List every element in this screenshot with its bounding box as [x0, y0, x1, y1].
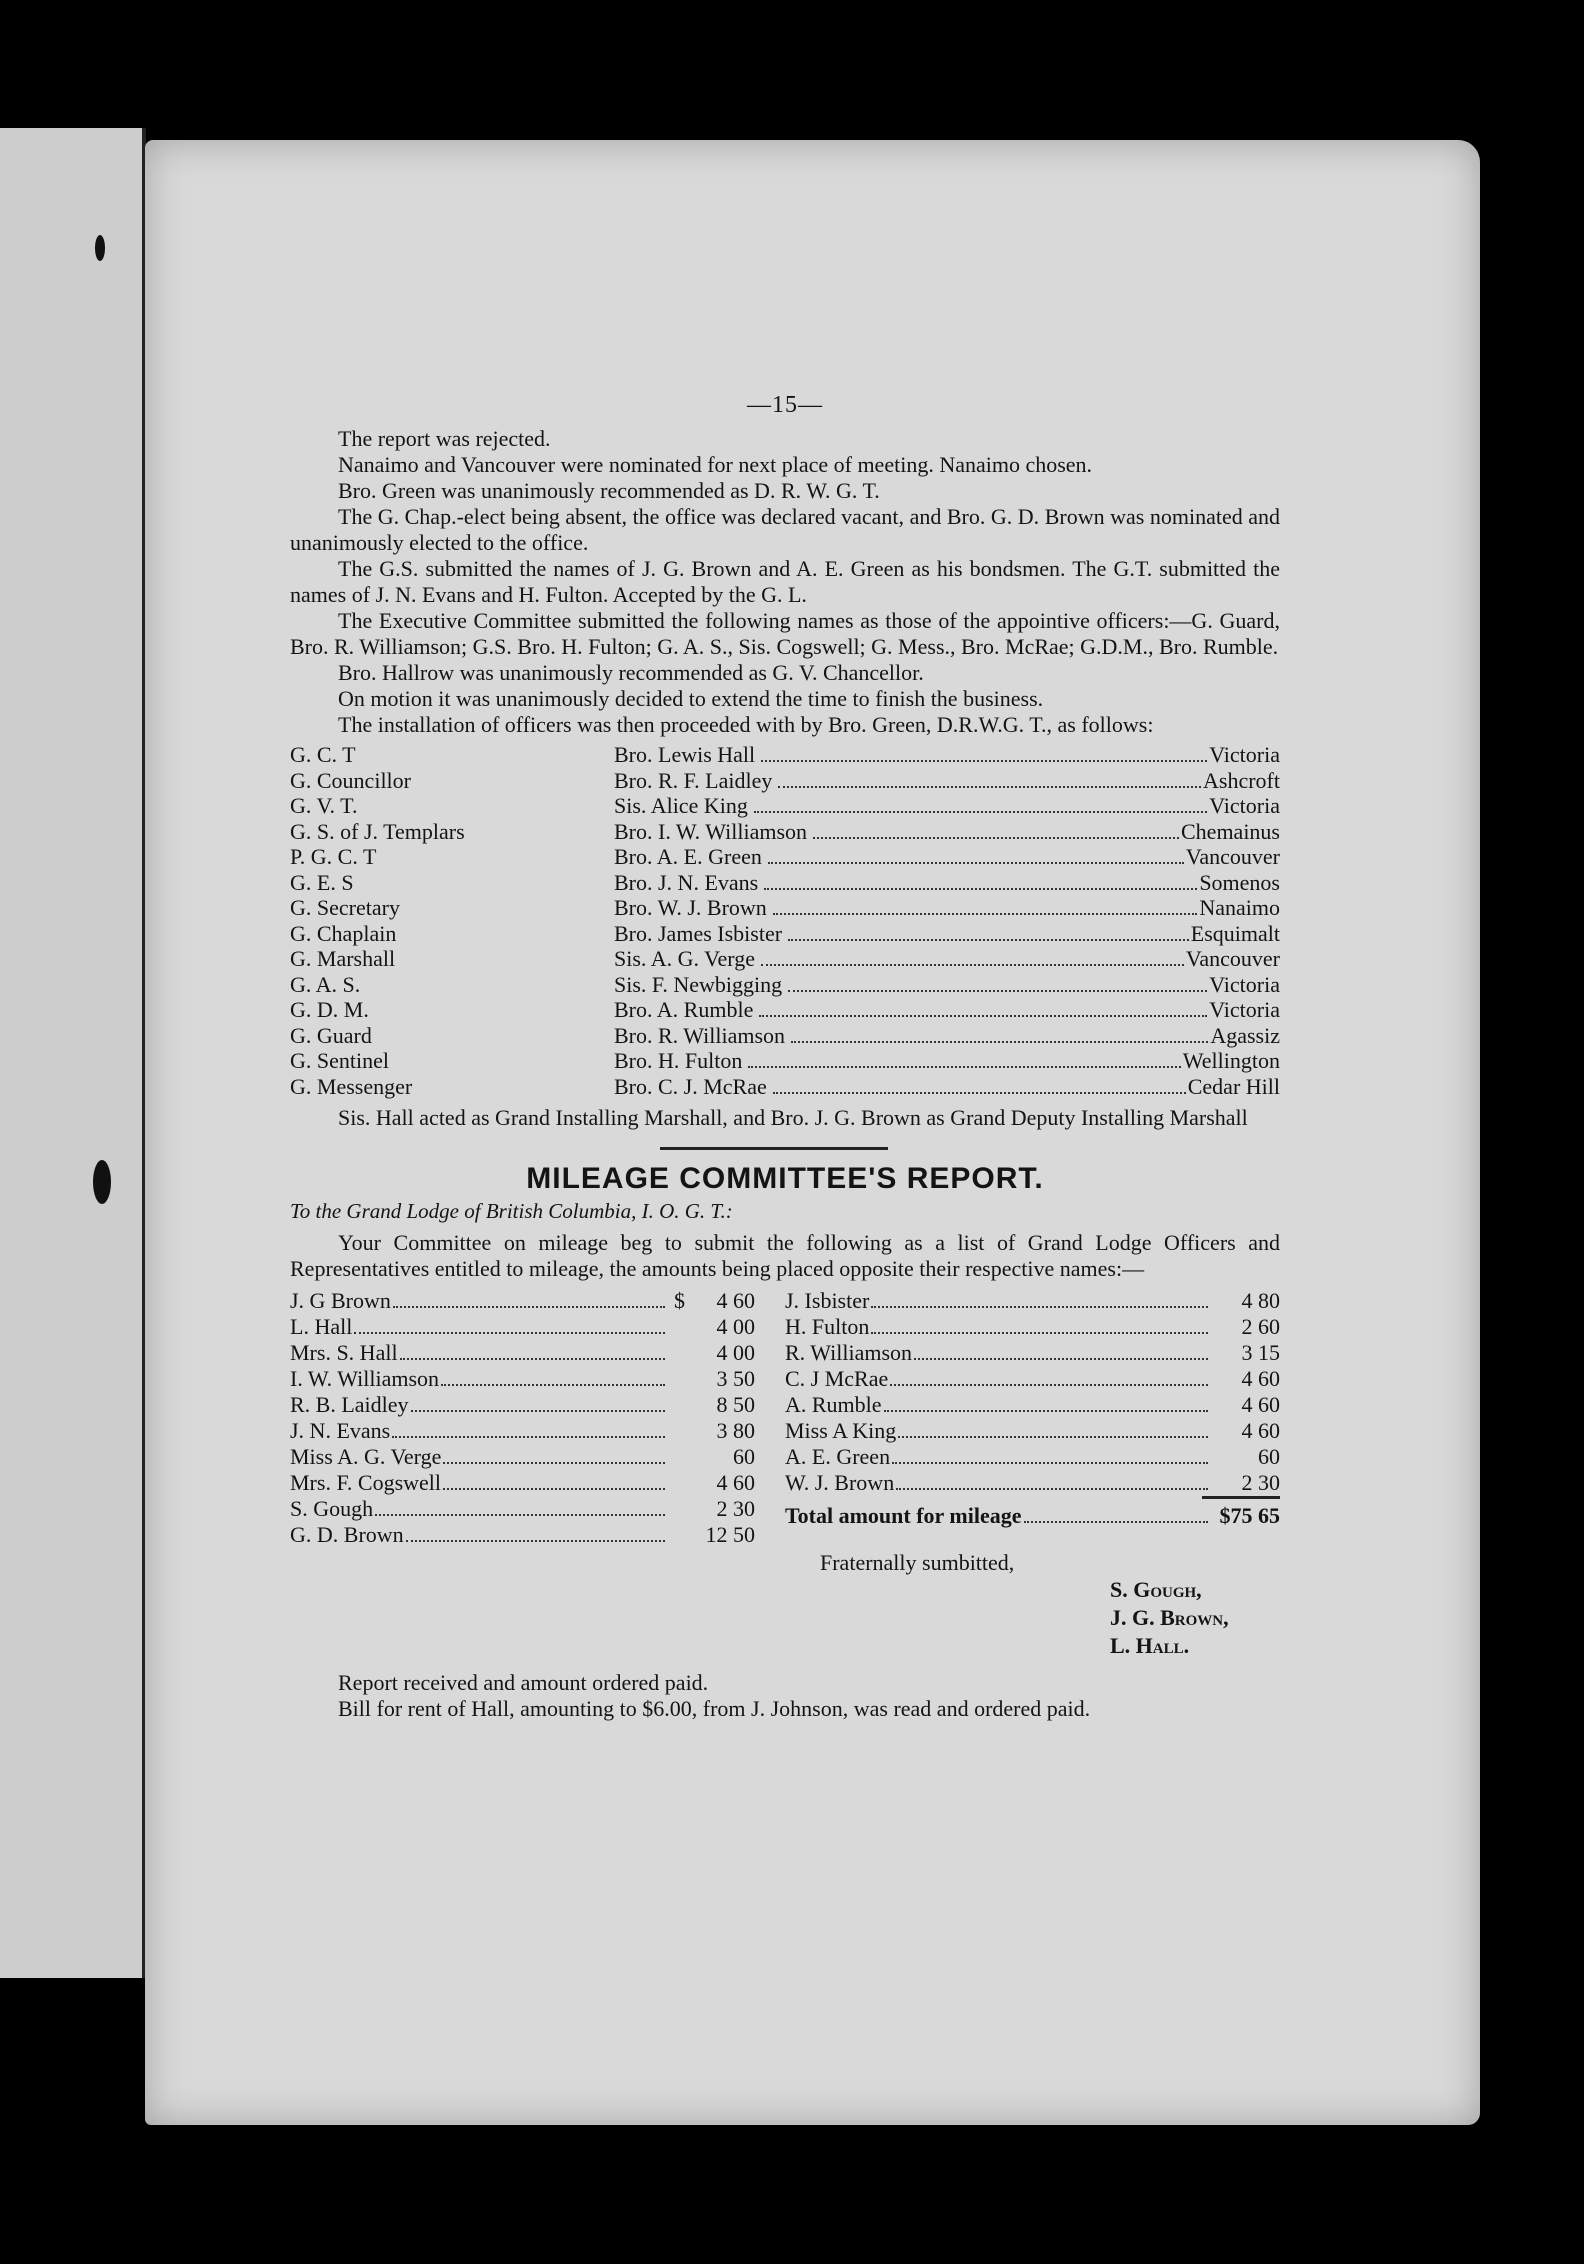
installing-note: Sis. Hall acted as Grand Installing Marshall, and Bro. J. G. Brown as Grand Deputy Installing Marshall: [338, 1105, 1248, 1130]
dot-leader: [896, 1488, 1208, 1490]
dot-leader: [761, 760, 1207, 762]
dot-leader: [354, 1332, 665, 1334]
officer-place: Agassiz: [1210, 1022, 1280, 1048]
mileage-amount: 60: [1258, 1444, 1280, 1469]
mileage-amount: 60: [733, 1444, 755, 1469]
officer-place: Victoria: [1209, 793, 1280, 818]
member-name: Miss A King: [785, 1418, 897, 1443]
officer-row: [290, 1048, 1280, 1074]
dot-leader: [1024, 1521, 1209, 1523]
mileage-table: [290, 1288, 1280, 1548]
section-divider: [660, 1147, 888, 1150]
officer-title: G. E. S: [290, 869, 354, 895]
mileage-row: [290, 1288, 785, 1314]
officer-row: [290, 844, 1280, 870]
paragraph: The installation of officers was then proceeded with by Bro. Green, D.R.W.G. T., as follows:: [338, 712, 1154, 737]
officer-row: [290, 997, 1280, 1023]
facing-page-edge: [0, 128, 146, 1978]
mileage-amount: 2 60: [1241, 1314, 1280, 1339]
mileage-amount: 4 60: [1241, 1392, 1280, 1417]
mileage-row: [785, 1418, 1280, 1444]
mileage-row: [785, 1366, 1280, 1392]
member-name: C. J McRae: [785, 1366, 889, 1391]
officer-place: Nanaimo: [1199, 895, 1280, 920]
mileage-total-row: [785, 1503, 1280, 1529]
total-amount: $75 65: [1219, 1503, 1280, 1528]
dot-leader: [884, 1410, 1208, 1412]
signer: L. Hall.: [1110, 1633, 1190, 1658]
mileage-row: [290, 1470, 785, 1496]
ink-blot: [93, 1160, 111, 1204]
officer-name: Bro. James Isbister: [614, 920, 783, 946]
signer: J. G. Brown,: [1110, 1605, 1229, 1630]
total-rule: [1202, 1496, 1280, 1499]
dot-leader: [791, 1041, 1208, 1043]
dot-leader: [788, 939, 1189, 941]
mileage-amount: 4 60: [716, 1288, 755, 1313]
officer-row: [290, 946, 1280, 972]
officer-name: Bro. R. Williamson: [614, 1022, 786, 1048]
closing-section: [290, 1670, 1280, 1722]
member-name: G. D. Brown: [290, 1522, 404, 1547]
officer-row: [290, 768, 1280, 794]
officer-name: Bro. J. N. Evans: [614, 869, 759, 895]
page-number: —15—: [747, 392, 823, 418]
signers: [290, 1576, 1280, 1660]
officer-name: Sis. F. Newbigging: [614, 971, 783, 997]
member-name: J. G Brown: [290, 1288, 391, 1313]
officer-name: Bro. A. E. Green: [614, 844, 762, 869]
officer-row: [290, 895, 1280, 921]
officer-place: Vancouver: [1185, 946, 1280, 971]
officer-title: G. Guard: [290, 1022, 372, 1048]
officer-name: Sis. Alice King: [614, 793, 748, 818]
member-name: J. Isbister: [785, 1288, 870, 1313]
mileage-amount: 4 60: [716, 1470, 755, 1495]
mileage-amount: 3 80: [716, 1418, 755, 1443]
officer-title: G. Messenger: [290, 1073, 413, 1099]
paragraph: Bro. Green was unanimously recommended as D. R. W. G. T.: [338, 478, 880, 503]
officer-place: Cedar Hill: [1187, 1073, 1280, 1099]
mileage-heading: MILEAGE COMMITTEE'S REPORT.: [526, 1162, 1044, 1195]
dot-leader: [400, 1358, 665, 1360]
member-name: J. N. Evans: [290, 1418, 391, 1443]
officers-list: [290, 742, 1280, 1099]
officer-place: Chemainus: [1181, 818, 1280, 844]
dot-leader: [871, 1332, 1208, 1334]
officer-title: G. Secretary: [290, 895, 400, 920]
dot-leader: [443, 1462, 665, 1464]
officer-row: [290, 972, 1280, 998]
paragraph: The report was rejected.: [338, 426, 551, 451]
mileage-row: [785, 1444, 1280, 1470]
officer-row: [290, 1074, 1280, 1100]
dot-leader: [393, 1306, 665, 1308]
officer-title: G. S. of J. Templars: [290, 818, 465, 844]
officer-title: G. Councillor: [290, 767, 411, 793]
dot-leader: [441, 1384, 665, 1386]
officer-row: [290, 870, 1280, 896]
dot-leader: [411, 1410, 665, 1412]
officer-title: G. C. T: [290, 742, 356, 767]
mileage-amount: 2 30: [1241, 1470, 1280, 1495]
member-name: A. Rumble: [785, 1392, 882, 1417]
officer-row: [290, 819, 1280, 845]
paragraph: Bro. Hallrow was unanimously recommended as G. V. Chancellor.: [338, 660, 924, 685]
dot-leader: [392, 1436, 665, 1438]
officer-place: Ashcroft: [1203, 767, 1280, 793]
mileage-amount: 4 80: [1241, 1288, 1280, 1313]
mileage-row: [785, 1314, 1280, 1340]
dot-leader: [892, 1462, 1208, 1464]
mileage-amount: 2 30: [716, 1496, 755, 1521]
mileage-row: [290, 1522, 785, 1548]
dot-leader: [768, 862, 1184, 864]
officer-place: Somenos: [1199, 869, 1280, 895]
member-name: A. E. Green: [785, 1444, 891, 1469]
officer-name: Bro. R. F. Laidley: [614, 767, 773, 793]
officer-name: Bro. I. W. Williamson: [614, 818, 808, 844]
member-name: W. J. Brown: [785, 1470, 895, 1495]
officer-name: Bro. Lewis Hall: [614, 742, 756, 767]
officer-name: Bro. W. J. Brown: [614, 895, 767, 920]
mileage-row: [290, 1418, 785, 1444]
mileage-amount: 8 50: [716, 1392, 755, 1417]
officer-row: [290, 742, 1280, 768]
member-name: R. Williamson: [785, 1340, 913, 1365]
officer-name: Bro. H. Fulton: [614, 1048, 743, 1073]
mileage-amount: 4 00: [716, 1340, 755, 1365]
closing-paragraph: Bill for rent of Hall, amounting to $6.00, from J. Johnson, was read and ordered paid.: [338, 1696, 1091, 1721]
officer-title: G. Sentinel: [290, 1048, 389, 1073]
mileage-row: [290, 1340, 785, 1366]
mileage-row: [290, 1366, 785, 1392]
officer-title: P. G. C. T: [290, 844, 377, 869]
mileage-row: [785, 1470, 1280, 1496]
officer-place: Victoria: [1209, 997, 1280, 1022]
officer-row: [290, 793, 1280, 819]
mileage-amount: 12 50: [705, 1522, 755, 1547]
mileage-amount: 3 50: [716, 1366, 755, 1391]
page-content: [290, 392, 1280, 1722]
mileage-column-left: [290, 1288, 785, 1548]
dot-leader: [761, 964, 1184, 966]
member-name: Mrs. F. Cogswell: [290, 1470, 442, 1495]
officer-title: G. V. T.: [290, 793, 358, 818]
member-name: Miss A. G. Verge: [290, 1444, 442, 1469]
mileage-amount: 4 00: [716, 1314, 755, 1339]
mileage-row: [785, 1340, 1280, 1366]
dot-leader: [871, 1306, 1208, 1308]
dot-leader: [914, 1358, 1208, 1360]
member-name: I. W. Williamson: [290, 1366, 440, 1391]
officer-title: G. A. S.: [290, 971, 361, 997]
mileage-row: [290, 1496, 785, 1522]
dot-leader: [754, 811, 1207, 813]
mileage-row: [290, 1314, 785, 1340]
dot-leader: [773, 1092, 1186, 1094]
dot-leader: [764, 888, 1197, 890]
dot-leader: [375, 1514, 665, 1516]
officer-row: [290, 1023, 1280, 1049]
total-label: Total amount for mileage: [785, 1503, 1022, 1528]
dot-leader: [443, 1488, 665, 1490]
member-name: S. Gough: [290, 1496, 374, 1521]
officer-row: [290, 921, 1280, 947]
paragraph: The G. Chap.-elect being absent, the office was declared vacant, and Bro. G. D. Brown was nominated and unanimously elected to the office.: [290, 504, 1280, 555]
officer-place: Esquimalt: [1190, 920, 1280, 946]
officer-place: Victoria: [1209, 971, 1280, 997]
dot-leader: [773, 913, 1198, 915]
dollar-sign: $: [674, 1288, 685, 1313]
officer-title: G. Chaplain: [290, 920, 397, 946]
dot-leader: [788, 990, 1207, 992]
signer: S. Gough,: [1110, 1577, 1202, 1602]
mileage-row: [785, 1288, 1280, 1314]
salutation: To the Grand Lodge of British Columbia, I. O. G. T.:: [290, 1199, 733, 1223]
officer-title: G. D. M.: [290, 997, 369, 1022]
member-name: R. B. Laidley: [290, 1392, 409, 1417]
dot-leader: [748, 1066, 1180, 1068]
signoff: Fraternally sumbitted,: [820, 1550, 1015, 1575]
mileage-column-right: [785, 1288, 1280, 1548]
closing-paragraph: Report received and amount ordered paid.: [338, 1670, 709, 1695]
mileage-row: [290, 1444, 785, 1470]
dot-leader: [813, 837, 1179, 839]
mileage-intro: Your Committee on mileage beg to submit the following as a list of Grand Lodge Officers and Representatives entitled to mileage, the amounts being placed opposite their respective names:—: [290, 1230, 1280, 1281]
paragraph: The Executive Committee submitted the following names as those of the appointive officers:—G. Guard, Bro. R. Williamson; G.S. Bro. H. Fulton; G. A. S., Sis. Cogswell; G. Mess., Bro. McRae; G.D.M., Bro. Rumble.: [290, 608, 1280, 659]
officer-place: Victoria: [1209, 742, 1280, 767]
officer-name: Sis. A. G. Verge: [614, 946, 755, 971]
paragraph: On motion it was unanimously decided to extend the time to finish the business.: [338, 686, 1044, 711]
officer-name: Bro. C. J. McRae: [614, 1073, 767, 1099]
member-name: L. Hall: [290, 1314, 353, 1339]
mileage-row: [785, 1392, 1280, 1418]
officer-place: Wellington: [1182, 1048, 1280, 1073]
ink-blot: [95, 235, 105, 261]
officer-title: G. Marshall: [290, 946, 396, 971]
paragraph: The G.S. submitted the names of J. G. Brown and A. E. Green as his bondsmen. The G.T. submitted the names of J. N. Evans and H. Fulton. Accepted by the G. L.: [290, 556, 1280, 607]
mileage-amount: 4 60: [1241, 1418, 1280, 1443]
dot-leader: [890, 1384, 1208, 1386]
dot-leader: [406, 1540, 665, 1542]
mileage-row: [290, 1392, 785, 1418]
member-name: Mrs. S. Hall: [290, 1340, 398, 1365]
dot-leader: [898, 1436, 1208, 1438]
mileage-amount: 4 60: [1241, 1366, 1280, 1391]
officer-name: Bro. A. Rumble: [614, 997, 754, 1022]
dot-leader: [778, 786, 1201, 788]
mileage-amount: 3 15: [1241, 1340, 1280, 1365]
member-name: H. Fulton: [785, 1314, 870, 1339]
paragraph: Nanaimo and Vancouver were nominated for next place of meeting. Nanaimo chosen.: [338, 452, 1093, 477]
dot-leader: [759, 1015, 1207, 1017]
officer-place: Vancouver: [1185, 844, 1280, 869]
